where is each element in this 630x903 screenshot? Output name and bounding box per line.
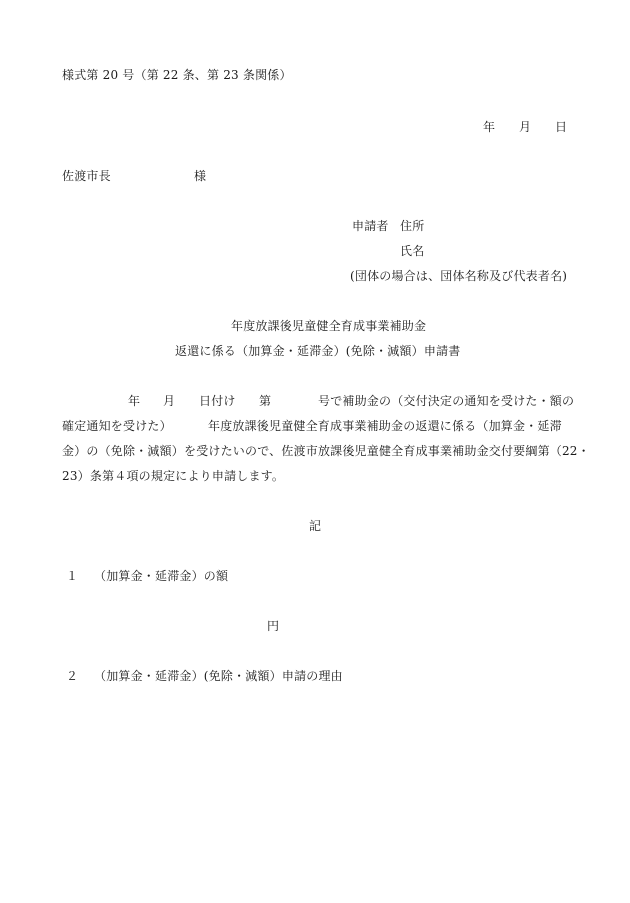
ki-heading: 記 (309, 519, 322, 533)
applicant-role: 申請者 (352, 219, 389, 233)
title-line-2: 返還に係る（加算金・延滞金）(免除・減額）申請書 (175, 344, 461, 358)
body-dated: 日付け (199, 394, 236, 408)
date-year-label: 年 (483, 120, 496, 134)
yen-unit: 円 (267, 619, 280, 633)
body-month: 月 (163, 394, 176, 408)
date-month-label: 月 (519, 120, 532, 134)
addressee-suffix: 様 (194, 169, 207, 183)
title-line-1: 年度放課後児童健全育成事業補助金 (231, 319, 427, 333)
item-1-number: １ (66, 569, 79, 583)
body-year: 年 (128, 394, 141, 408)
body-line-1-rest: 号で補助金の（交付決定の通知を受けた・額の (318, 394, 575, 408)
item-1-label: （加算金・延滞金）の額 (94, 569, 229, 583)
form-number: 様式第 20 号（第 22 条、第 23 条関係） (62, 68, 292, 82)
body-line-4: 23）条第４項の規定により申請します。 (62, 469, 285, 483)
date-day-label: 日 (555, 120, 568, 134)
addressee-name: 佐渡市長 (62, 169, 111, 183)
body-line-2b: 年度放課後児童健全育成事業補助金の返還に係る（加算金・延滞 (208, 419, 562, 433)
applicant-note: (団体の場合は、団体名称及び代表者名) (350, 269, 568, 283)
body-no: 第 (259, 394, 272, 408)
item-2-label: （加算金・延滞金）(免除・減額）申請の理由 (94, 669, 343, 683)
body-line-3: 金）の（免除・減額）を受けたいので、佐渡市放課後児童健全育成事業補助金交付要綱第（22・ (62, 444, 590, 458)
item-2-number: ２ (66, 669, 79, 683)
body-line-2a: 確定通知を受けた） (62, 419, 172, 433)
applicant-address-label: 住所 (400, 219, 425, 233)
applicant-name-label: 氏名 (400, 244, 425, 258)
